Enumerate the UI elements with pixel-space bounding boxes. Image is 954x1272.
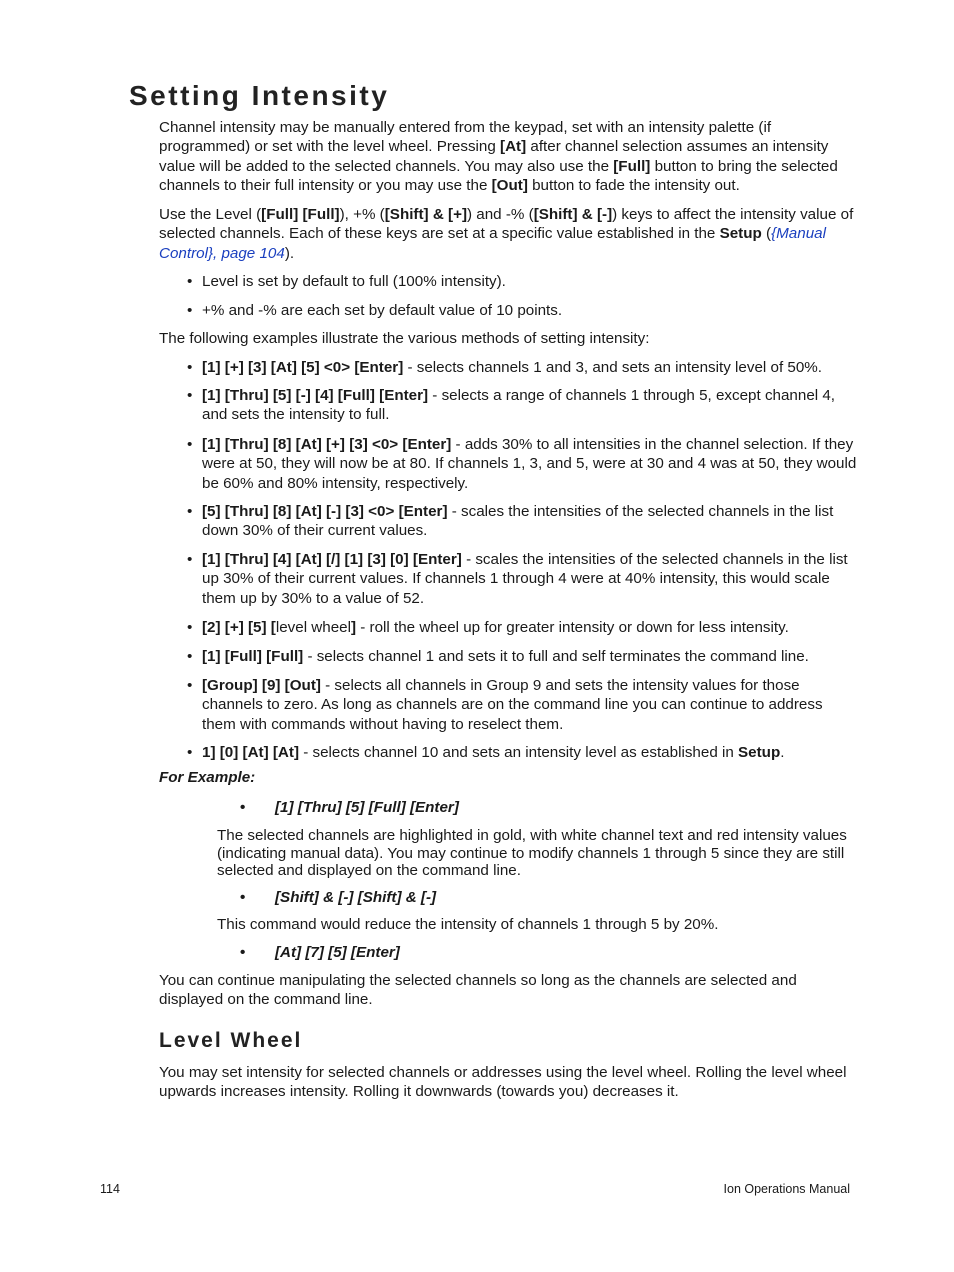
bullet-icon: • [187, 436, 193, 453]
out-key: [Out] [491, 176, 528, 194]
command-syntax: [1] [Thru] [5] [-] [4] [Full] [Enter] [202, 387, 429, 404]
command-description: - adds 30% to all intensities in the channel selection. If they were at 50, they will now be at 80. If channels 1, 3, and 5, were at 30 and 4 was at 50, they would be 60% and 80% intensity, respectively. [202, 436, 857, 492]
bullet-icon: • [240, 944, 246, 961]
examples-intro: The following examples illustrate the various methods of setting intensity: [159, 330, 650, 347]
keys-text: ) and -% ( [467, 206, 534, 223]
bullet-icon: • [187, 677, 193, 694]
command-syntax: [Group] [9] [Out] [202, 677, 321, 694]
command-description: - scales the intensities of the selected channels in the list down 30% of their current values. [202, 503, 834, 540]
example-description: The selected channels are highlighted in gold, with white channel text and red intensity values (indicating manual data). You may continue to modify channels 1 through 5 since they are still selected and displayed on the command line. [217, 827, 847, 879]
command-syntax: [1] [Thru] [8] [At] [+] [3] <0> [Enter] [202, 436, 452, 453]
default-text: +% and -% are each set by default value of 10 points. [202, 302, 563, 319]
intro-text: button to bring the selected channels to their full intensity or you may use the [159, 157, 838, 194]
command-description: - selects channel 1 and sets it to full and self terminates the command line. [303, 648, 809, 665]
full-full-key: [Full] [Full] [261, 206, 340, 223]
example-command: [At] [7] [5] [Enter] [275, 944, 400, 961]
command-syntax: [2] [+] [5] [ [202, 619, 276, 636]
command-syntax: 1] [0] [At] [At] [202, 744, 300, 761]
keys-text: ) keys to affect the intensity value of selected channels. Each of these keys are set at a specific value established in the [159, 206, 854, 243]
default-text: Level is set by default to full (100% intensity). [202, 273, 506, 290]
shift-minus-key: [Shift] & [-] [533, 206, 613, 223]
example-command: [Shift] & [-] [Shift] & [-] [275, 889, 437, 906]
bullet-icon: • [187, 551, 193, 568]
level-wheel-term: level wheel [275, 619, 351, 636]
closing-paragraph: You can continue manipulating the selected channels so long as the channels are selected and displayed on the command line. [159, 972, 797, 1009]
shift-plus-key: [Shift] & [+] [384, 206, 467, 223]
example-step [240, 944, 400, 961]
setup-term: Setup [719, 225, 762, 243]
command-description: - selects channels 1 and 3, and sets an intensity level of 50%. [403, 359, 822, 376]
example-step [240, 889, 436, 906]
manual-control-link[interactable]: {Manual Control}, page 104 [159, 225, 826, 262]
intro-text: Channel intensity may be manually entered from the keypad, set with an intensity palette (if programmed) or set with the level wheel. Pressing [159, 119, 772, 156]
command-syntax: [1] [Full] [Full] [202, 648, 304, 665]
page-number: 114 [100, 1182, 120, 1196]
list-item [187, 502, 859, 541]
command-description: - scales the intensities of the selected channels in the list up 30% of their current values. If channels 1 through 4 were at 40% intensity, this would scale them up by 30% to a value of 52. [202, 551, 848, 607]
bullet-icon: • [240, 889, 246, 906]
command-description: - selects all channels in Group 9 and sets the intensity values for those channels to zero. As long as channels are on the command line you can continue to address them with commands without having to reselect them. [202, 677, 823, 733]
at-key: [At] [500, 138, 527, 156]
command-description: - selects a range of channels 1 through 5, except channel 4, and sets the intensity to full. [202, 387, 836, 424]
list-item [187, 386, 859, 425]
keys-paragraph [159, 205, 859, 263]
bullet-icon: • [187, 503, 193, 520]
keys-text: ( [761, 225, 772, 243]
list-item [187, 435, 859, 493]
list-item [187, 647, 859, 666]
bullet-icon: • [187, 302, 193, 319]
page-title: Setting Intensity [129, 80, 390, 111]
manual-title: Ion Operations Manual [723, 1182, 850, 1196]
bullet-icon: • [187, 387, 193, 404]
list-item [187, 676, 859, 734]
command-description: - roll the wheel up for greater intensity or down for less intensity. [356, 619, 789, 636]
intro-text: after channel selection assumes an intensity value will be added to the selected channels. You may also use the [159, 138, 829, 175]
bullet-icon: • [187, 744, 193, 761]
bullet-icon: • [187, 359, 193, 376]
command-syntax: [1] [+] [3] [At] [5] <0> [Enter] [202, 359, 404, 376]
example-step [240, 799, 459, 816]
command-syntax: [1] [Thru] [4] [At] [/] [1] [3] [0] [Enter] [202, 551, 462, 568]
bullet-icon: • [187, 273, 193, 290]
full-key: [Full] [613, 157, 651, 175]
section-heading: Level Wheel [159, 1029, 303, 1052]
list-item [187, 358, 859, 377]
bullet-icon: • [187, 648, 193, 665]
list-item [187, 618, 859, 637]
example-command: [1] [Thru] [5] [Full] [Enter] [275, 799, 459, 816]
setup-term: Setup [738, 744, 781, 761]
list-item [187, 301, 859, 320]
bullet-icon: • [187, 619, 193, 636]
keys-text: ), +% ( [339, 206, 385, 223]
list-item [187, 743, 859, 762]
intro-paragraph [159, 118, 859, 195]
for-example-label: For Example: [159, 769, 256, 786]
intro-text: button to fade the intensity out. [527, 176, 740, 194]
command-description: . [780, 744, 785, 761]
example-description: This command would reduce the intensity of channels 1 through 5 by 20%. [217, 916, 719, 933]
keys-text: ). [284, 244, 295, 262]
bullet-icon: • [240, 799, 246, 816]
level-wheel-paragraph: You may set intensity for selected channels or addresses using the level wheel. Rolling the level wheel upwards increases intensity. Rolling it downwards (towards you) decreases it. [159, 1064, 847, 1101]
keys-text: Use the Level ( [159, 206, 262, 223]
list-item [187, 550, 859, 608]
command-syntax: [5] [Thru] [8] [At] [-] [3] <0> [Enter] [202, 503, 448, 520]
list-item [187, 272, 859, 291]
command-description: - selects channel 10 and sets an intensity level as established in [299, 744, 739, 761]
command-syntax: ] [350, 619, 357, 636]
